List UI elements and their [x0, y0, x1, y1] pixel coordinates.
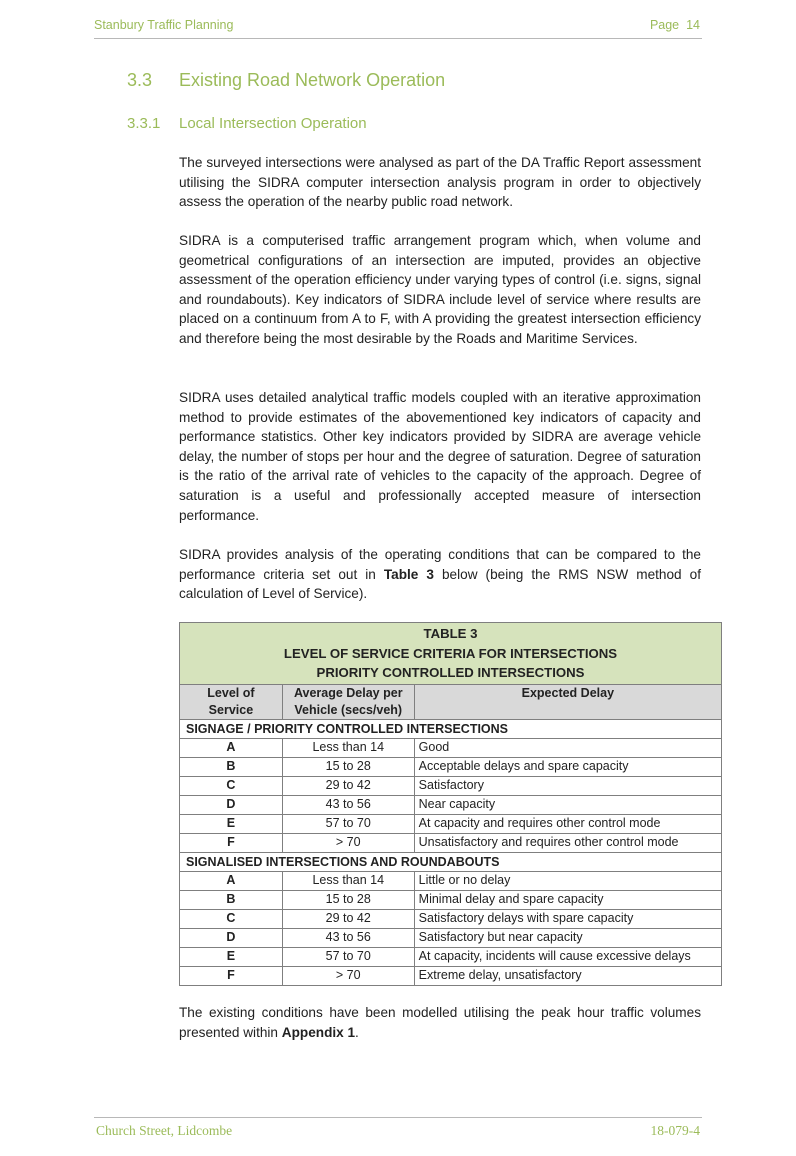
level-cell: F [180, 833, 283, 852]
paragraph-text: SIDRA provides analysis of the operating conditions that can be compared to the performance criteria set out in [179, 547, 701, 582]
delay-cell: Less than 14 [282, 871, 414, 890]
level-cell: E [180, 814, 283, 833]
table-row [180, 909, 722, 928]
level-cell: A [180, 738, 283, 757]
paragraph-text: . [355, 1024, 359, 1040]
table-row [180, 795, 722, 814]
table-row [180, 928, 722, 947]
level-cell: D [180, 928, 283, 947]
section-heading [127, 70, 445, 91]
header-page-number [650, 18, 700, 32]
table-row [180, 776, 722, 795]
expected-cell: Near capacity [414, 795, 721, 814]
table-row [180, 871, 722, 890]
delay-cell: 43 to 56 [282, 795, 414, 814]
delay-cell: 29 to 42 [282, 909, 414, 928]
table-reference: Table 3 [383, 566, 434, 582]
expected-cell: Unsatisfactory and requires other control mode [414, 833, 721, 852]
section-title: Existing Road Network Operation [179, 70, 446, 90]
table-row [180, 890, 722, 909]
delay-cell: 43 to 56 [282, 928, 414, 947]
header-organisation: Stanbury Traffic Planning [94, 18, 234, 32]
table-row [180, 966, 722, 985]
level-cell: E [180, 947, 283, 966]
footer-location: Church Street, Lidcombe [96, 1123, 233, 1138]
expected-cell: Little or no delay [414, 871, 721, 890]
table-row [180, 757, 722, 776]
paragraph-sidra-description: SIDRA is a computerised traffic arrangement program which, when volume and geometrical configurations of an intersection are imputed, provides an objective assessment of the operation efficiency under varying types of control (i.e. signs, signal and roundabouts). Key indicators of SIDRA include level of service where results are placed on a continuum from A to F, with A providing the greatest intersection efficiency and therefore being the most desirable by the Roads and Maritime Services. [179, 233, 701, 346]
paragraph-intro: The surveyed intersections were analysed as part of the DA Traffic Report assessment utilising the SIDRA computer intersection analysis program in order to objectively assess the operation of the nearby public road network. [179, 155, 701, 210]
expected-cell: Acceptable delays and spare capacity [414, 757, 721, 776]
paragraph-sidra-models: SIDRA uses detailed analytical traffic models coupled with an iterative approximation method to provide estimates of the abovementioned key indicators of capacity and performance statistics. Other key indicators provided by SIDRA are average vehicle delay, the number of stops per hour and the degree of saturation. Degree of saturation is the ratio of the arrival rate of vehicles to the capacity of the approach. Degree of saturation is a useful and professionally accepted measure of intersection performance. [179, 390, 701, 523]
subsection-number: 3.3.1 [127, 115, 161, 132]
subsection-title: Local Intersection Operation [179, 115, 367, 132]
level-cell: D [180, 795, 283, 814]
page-header [94, 16, 702, 39]
delay-cell: 29 to 42 [282, 776, 414, 795]
table-row [180, 833, 722, 852]
paragraph-text: The existing conditions have been modelled utilising the peak hour traffic volumes presented within [179, 1005, 701, 1040]
expected-cell: At capacity, incidents will cause excessive delays [414, 947, 721, 966]
delay-cell: 57 to 70 [282, 947, 414, 966]
paragraph-text: below (being the RMS NSW method of calculation of Level of Service). [179, 566, 701, 602]
page-number: 14 [686, 18, 700, 32]
delay-cell: 15 to 28 [282, 890, 414, 909]
header-text: Level of [207, 685, 255, 700]
table-section-label: SIGNALISED INTERSECTIONS AND ROUNDABOUTS [180, 852, 722, 871]
delay-cell: 57 to 70 [282, 814, 414, 833]
level-cell: F [180, 966, 283, 985]
appendix-reference: Appendix 1 [281, 1024, 356, 1040]
delay-cell: > 70 [282, 833, 414, 852]
level-cell: B [180, 757, 283, 776]
level-of-service-table [179, 622, 722, 986]
table-title-line: TABLE 3 [423, 626, 478, 641]
level-cell: C [180, 776, 283, 795]
column-header-expected: Expected Delay [414, 684, 721, 719]
expected-cell: Extreme delay, unsatisfactory [414, 966, 721, 985]
header-text: Average Delay per [293, 685, 403, 700]
table-title-line: LEVEL OF SERVICE CRITERIA FOR INTERSECTIONS [283, 645, 618, 661]
table-title [180, 623, 722, 685]
delay-cell: Less than 14 [282, 738, 414, 757]
paragraph-existing-conditions [179, 1003, 701, 1042]
table-section-label: SIGNAGE / PRIORITY CONTROLLED INTERSECTIONS [180, 719, 722, 738]
table-row [180, 738, 722, 757]
page-footer [94, 1117, 702, 1138]
table-row [180, 814, 722, 833]
section-number: 3.3 [127, 70, 153, 90]
footer-reference: 18-079-4 [650, 1123, 700, 1138]
level-cell: B [180, 890, 283, 909]
expected-cell: Good [414, 738, 721, 757]
page-label: Page [649, 18, 680, 32]
expected-cell: Satisfactory [414, 776, 721, 795]
level-cell: C [180, 909, 283, 928]
header-text: Vehicle (secs/veh) [294, 702, 403, 717]
expected-cell: Minimal delay and spare capacity [414, 890, 721, 909]
column-header-level [180, 684, 283, 719]
expected-cell: Satisfactory delays with spare capacity [414, 909, 721, 928]
delay-cell: > 70 [282, 966, 414, 985]
column-header-delay [282, 684, 414, 719]
header-text: Service [208, 702, 254, 717]
subsection-heading [127, 115, 367, 132]
expected-cell: Satisfactory but near capacity [414, 928, 721, 947]
level-cell: A [180, 871, 283, 890]
delay-cell: 15 to 28 [282, 757, 414, 776]
paragraph-sidra-analysis [179, 545, 701, 604]
expected-cell: At capacity and requires other control mode [414, 814, 721, 833]
table-row [180, 947, 722, 966]
table-title-line: PRIORITY CONTROLLED INTERSECTIONS [316, 665, 585, 680]
